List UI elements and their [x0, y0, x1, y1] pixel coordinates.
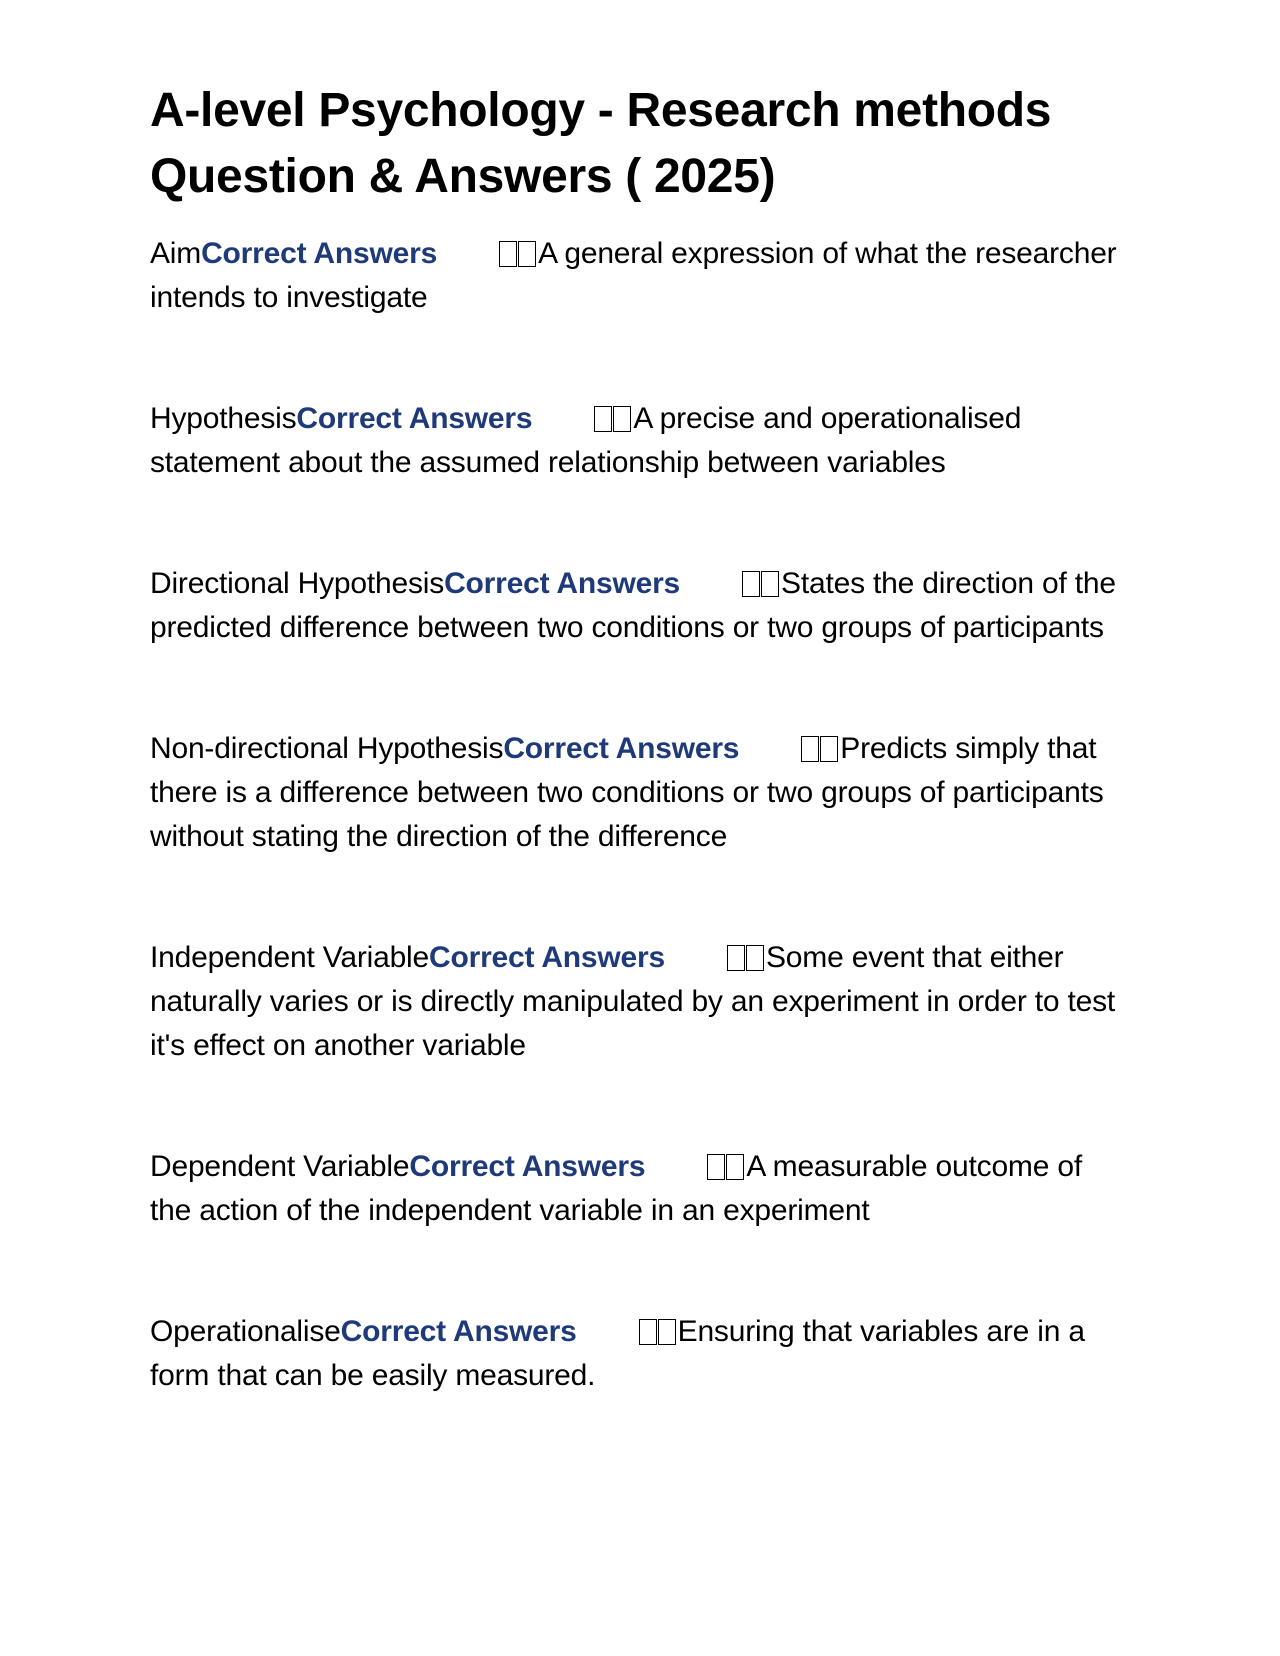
title-line-1: A-level Psychology - Research methods	[150, 84, 1052, 137]
qa-entry-dependent-variable	[150, 1145, 1130, 1233]
correct-answers-label: Correct Answers	[444, 567, 681, 600]
entry-term: Directional Hypothesis	[150, 567, 445, 600]
missing-glyph-icon	[742, 571, 760, 597]
missing-glyph-icon	[746, 945, 764, 971]
correct-answers-label: Correct Answers	[340, 1315, 577, 1348]
correct-answers-label: Correct Answers	[409, 1150, 646, 1183]
entry-term: Dependent Variable	[150, 1150, 410, 1183]
missing-glyph-icon	[727, 945, 745, 971]
entry-term: Operationalise	[150, 1315, 341, 1348]
missing-glyph-icon	[613, 406, 631, 432]
title-line-2: Question & Answers ( 2025)	[150, 150, 776, 203]
missing-glyph-icon	[707, 1154, 725, 1180]
correct-answers-label: Correct Answers	[201, 237, 438, 270]
entry-definition: A measurable outcome of the action of the independent variable in an experiment	[150, 1150, 1082, 1227]
entry-term: Independent Variable	[150, 941, 430, 974]
entry-term: Aim	[150, 237, 202, 270]
entry-definition: Ensuring that variables are in a form that can be easily measured.	[150, 1315, 1085, 1392]
correct-answers-label: Correct Answers	[503, 732, 740, 765]
correct-answers-label: Correct Answers	[429, 941, 665, 974]
missing-glyph-icon	[761, 571, 779, 597]
entry-definition: States the direction of the predicted difference between two conditions or two groups of participants	[150, 567, 1116, 644]
missing-glyph-icon	[594, 406, 612, 432]
entry-definition: A precise and operationalised statement about the assumed relationship between variables	[150, 402, 1022, 479]
document-title	[150, 78, 1130, 210]
qa-entry-operationalise	[150, 1310, 1130, 1398]
entry-definition: A general expression of what the researcher intends to investigate	[150, 237, 1117, 314]
missing-glyph-icon	[518, 241, 536, 267]
missing-glyph-icon	[726, 1154, 744, 1180]
entry-definition: Some event that either naturally varies or is directly manipulated by an experiment in order to test it's effect on another variable	[150, 941, 1116, 1062]
correct-answers-label: Correct Answers	[296, 402, 533, 435]
missing-glyph-icon	[801, 736, 819, 762]
document-page	[150, 78, 1130, 1398]
entry-term: Non-directional Hypothesis	[150, 732, 504, 765]
qa-entry-directional-hypothesis	[150, 562, 1130, 650]
entry-definition: Predicts simply that there is a difference between two conditions or two groups of participants without stating the direction of the difference	[150, 732, 1104, 853]
qa-entry-non-directional-hypothesis	[150, 727, 1130, 859]
missing-glyph-icon	[658, 1319, 676, 1345]
missing-glyph-icon	[820, 736, 838, 762]
entry-term: Hypothesis	[150, 402, 297, 435]
qa-entry-aim	[150, 232, 1130, 320]
missing-glyph-icon	[499, 241, 517, 267]
qa-entry-independent-variable	[150, 936, 1130, 1068]
missing-glyph-icon	[639, 1319, 657, 1345]
qa-entry-hypothesis	[150, 397, 1130, 485]
